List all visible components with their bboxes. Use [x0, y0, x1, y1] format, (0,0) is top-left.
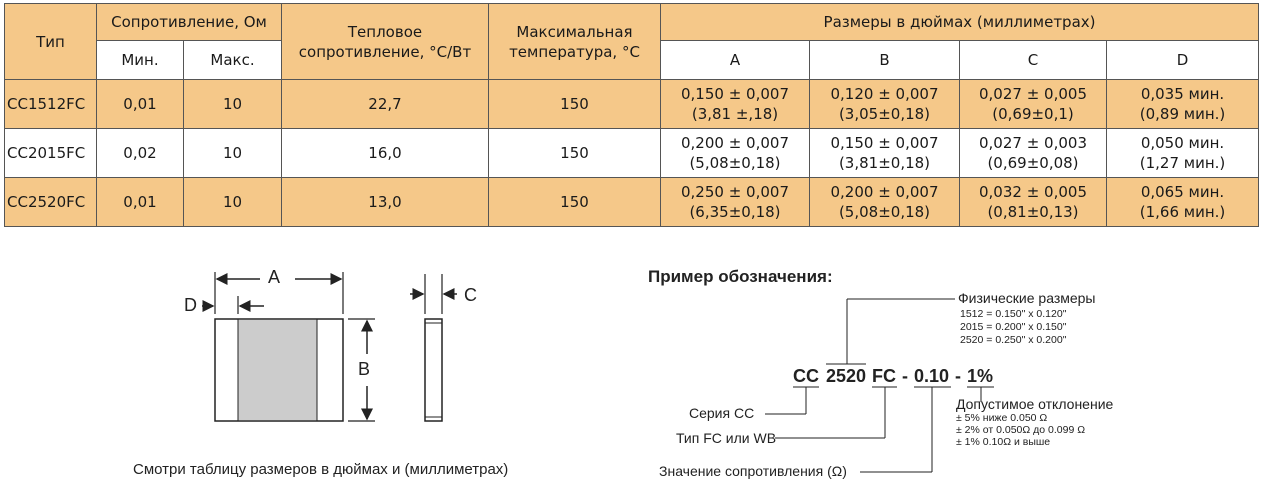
cell-b-inch: 0,120 ± 0,007 [830, 85, 939, 103]
cell-b-mm: (3,05±0,18) [838, 105, 931, 123]
example-title: Пример обозначения: [648, 267, 833, 286]
header-a: A [661, 41, 810, 80]
cell-d-inch: 0,035 мин. [1140, 85, 1225, 103]
header-maxtemp-line1: Максимальная [516, 22, 633, 41]
header-resistance: Сопротивление, Ом [97, 4, 282, 41]
dim-label-d: D [184, 295, 197, 315]
code-dash-1: - [902, 366, 908, 386]
header-thermal-line2: сопротивление, °С/Вт [298, 42, 472, 61]
cell-d-mm: (1,66 мин.) [1139, 203, 1226, 221]
cell-c-inch: 0,027 ± 0,003 [979, 134, 1087, 152]
cell-c-mm: (0,69±0,08) [987, 154, 1079, 172]
phys-dims-2520: 2520 = 0.250" x 0.200" [960, 334, 1067, 346]
cell-temp: 150 [489, 80, 661, 129]
tolerance-title: Допустимое отклонение [956, 396, 1114, 412]
cell-max: 10 [184, 178, 282, 227]
header-thermal-line1: Тепловое [347, 22, 423, 41]
cell-c-inch: 0,027 ± 0,005 [979, 85, 1087, 103]
cell-d-inch: 0,065 мин. [1140, 183, 1225, 201]
code-value: 0.10 [914, 366, 950, 386]
code-type: FC [872, 366, 896, 386]
cell-min: 0,02 [97, 129, 184, 178]
code-tolerance: 1% [967, 366, 994, 386]
cell-thermal: 22,7 [282, 80, 489, 129]
cell-d-inch: 0,050 мин. [1140, 134, 1225, 152]
cell-type: CC2520FC [5, 178, 97, 227]
cell-a-mm: (5,08±0,18) [689, 154, 781, 172]
header-max: Макс. [184, 41, 282, 80]
header-type: Тип [5, 4, 97, 80]
cell-a-inch: 0,250 ± 0,007 [681, 183, 789, 201]
header-b: B [810, 41, 960, 80]
cell-b-mm: (5,08±0,18) [838, 203, 931, 221]
header-maxtemp-line2: температура, °С [509, 42, 640, 61]
cell-a-inch: 0,150 ± 0,007 [681, 85, 789, 103]
series-label: Серия CC [689, 405, 755, 421]
header-sizes: Размеры в дюймах (миллиметрах) [661, 4, 1259, 41]
cell-c-mm: (0,69±0,1) [992, 105, 1074, 123]
tolerance-5: ± 5% ниже 0.050 Ω [956, 412, 1048, 424]
cell-thermal: 16,0 [282, 129, 489, 178]
cell-d-mm: (1,27 мин.) [1139, 154, 1226, 172]
tolerance-2: ± 2% от 0.050Ω до 0.099 Ω [956, 424, 1086, 436]
cell-d-mm: (0,89 мин.) [1139, 105, 1226, 123]
code-series: CC [793, 366, 819, 386]
cell-min: 0,01 [97, 80, 184, 129]
phys-dims-1512: 1512 = 0.150" x 0.120" [960, 308, 1067, 320]
cell-a-inch: 0,200 ± 0,007 [681, 134, 789, 152]
header-c: C [960, 41, 1107, 80]
cell-a-mm: (3,81 ±,18) [691, 105, 779, 123]
code-size: 2520 [826, 366, 867, 386]
code-dash-2: - [955, 366, 961, 386]
header-d: D [1107, 41, 1259, 80]
cell-a-mm: (6,35±0,18) [689, 203, 781, 221]
cell-c-inch: 0,032 ± 0,005 [979, 183, 1087, 201]
dim-label-b: B [358, 359, 371, 379]
header-min: Мин. [97, 41, 184, 80]
cell-type: CC2015FC [5, 129, 97, 178]
cell-max: 10 [184, 80, 282, 129]
drawing-caption: Смотри таблицу размеров в дюймах и (миллиметрах) [133, 461, 509, 478]
cell-c-mm: (0,81±0,13) [987, 203, 1079, 221]
cell-b-inch: 0,200 ± 0,007 [830, 183, 939, 201]
cell-min: 0,01 [97, 178, 184, 227]
tolerance-1: ± 1% 0.10Ω и выше [956, 436, 1051, 448]
cell-thermal: 13,0 [282, 178, 489, 227]
dim-label-a: A [268, 267, 281, 287]
cell-b-mm: (3,81±0,18) [838, 154, 931, 172]
cell-temp: 150 [489, 178, 661, 227]
type-label: Тип FC или WB [676, 430, 777, 446]
cell-b-inch: 0,150 ± 0,007 [830, 134, 939, 152]
dim-label-c: C [464, 285, 477, 305]
resistance-value-label: Значение сопротивления (Ω) [659, 463, 847, 479]
cell-temp: 150 [489, 129, 661, 178]
cell-max: 10 [184, 129, 282, 178]
phys-dims-2015: 2015 = 0.200" x 0.150" [960, 321, 1067, 333]
cell-type: CC1512FC [5, 80, 97, 129]
phys-dims-title: Физические размеры [958, 290, 1096, 306]
